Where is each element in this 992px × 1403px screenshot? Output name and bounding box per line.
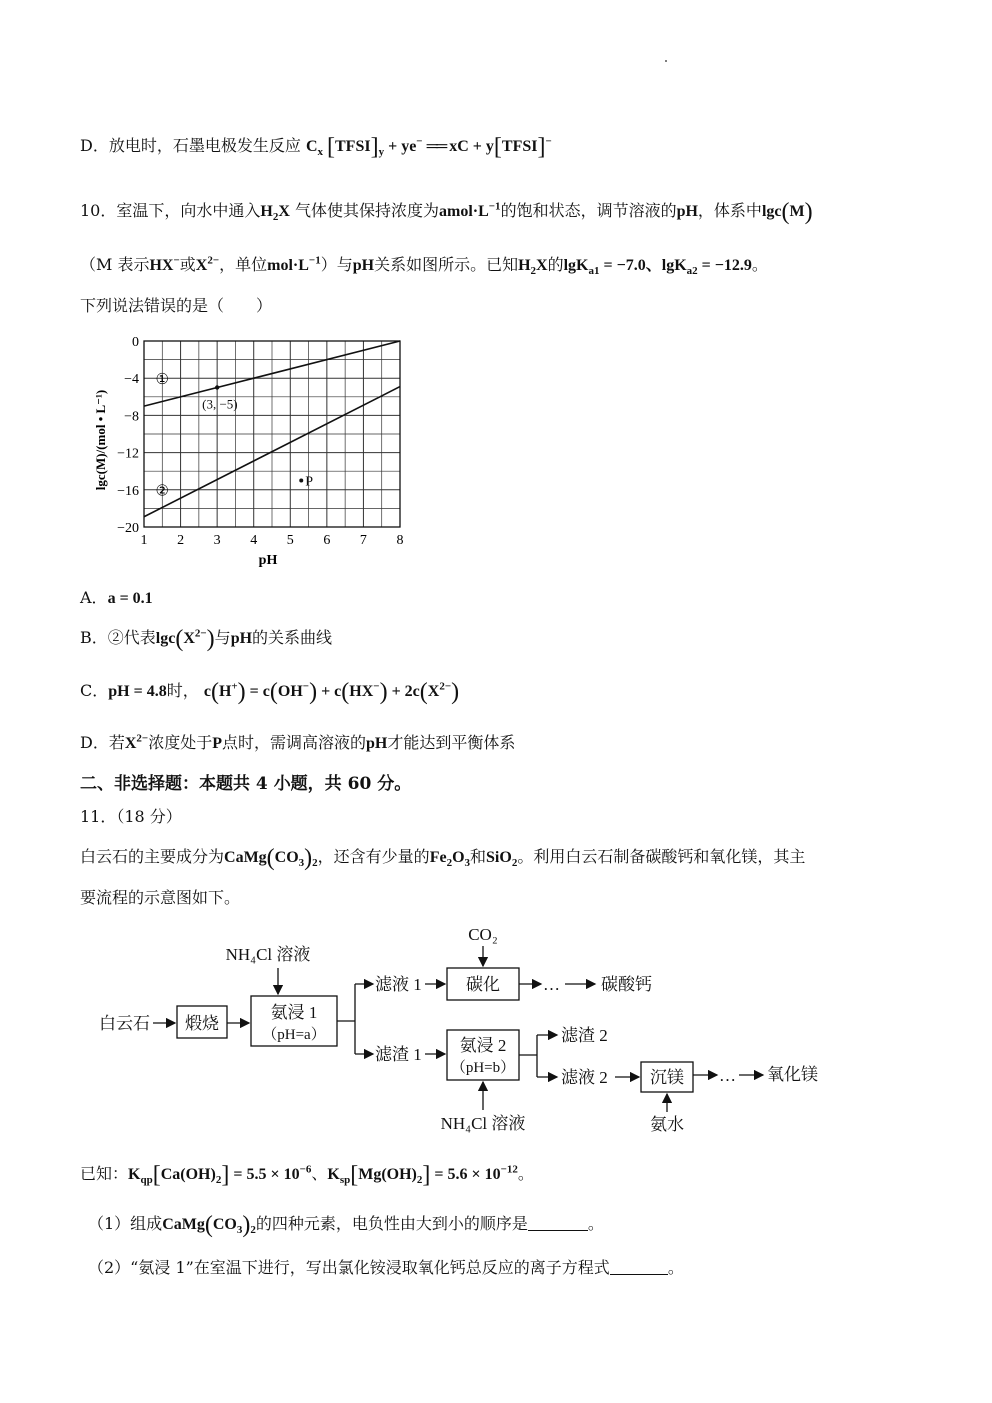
q10-line1: 10．室温下，向水中通入$H_2X$ 气体使其保持浓度为$amol\cdot L^{-1}$的饱和状态，调节溶液的pH，体系中lgc(M) [80, 199, 813, 225]
filtrate1-label: 滤液 1 [375, 975, 422, 994]
x-tick-label: 1 [140, 533, 148, 548]
precip-mg-label: 沉镁 [650, 1068, 684, 1087]
dolomite-label: 白云石 [99, 1014, 150, 1033]
y-tick-label: −16 [117, 483, 139, 499]
residue2-label: 滤渣 2 [561, 1026, 608, 1045]
point-p-label: P [305, 474, 314, 490]
q11-para2: 要流程的示意图如下。 [80, 888, 241, 907]
x-tick-label: 4 [250, 533, 258, 548]
q11-head: 11．（18 分） [80, 807, 182, 826]
x-tick-label: 2 [177, 533, 185, 548]
filtrate2-label: 滤液 2 [561, 1068, 608, 1087]
page-dot [665, 60, 667, 62]
sub-question-1: （1）组成$CaMg(CO_3)_2$的四种元素，电负性由大到小的顺序是 。 [88, 1212, 604, 1238]
caco3-label: 碳酸钙 [601, 975, 652, 994]
q10-line3: 下列说法错误的是（ ） [80, 296, 273, 315]
calcine-label: 煅烧 [185, 1014, 219, 1033]
ammonia2-label: 氨浸 2 [459, 1036, 507, 1055]
ammonia1-ph: （pH=a） [262, 1027, 326, 1043]
carbonation-label: 碳化 [466, 975, 500, 994]
series-label-1: ① [155, 371, 170, 388]
dots2: … [719, 1066, 736, 1085]
co2-label: CO₂ [468, 925, 498, 944]
x-tick-label: 8 [396, 533, 404, 548]
answer-blank-2[interactable] [610, 1260, 668, 1275]
point-label: (3, −5) [202, 396, 238, 412]
chart-grid [144, 341, 400, 527]
dots1: … [543, 975, 560, 994]
known-ksp: 已知：$K_{qp}[Ca(OH)_2] = 5.5 \times 10^{-6}$、$K_{sp}[Mg(OH)_2] = 5.6 \times 10^{-12}$。 [80, 1162, 534, 1188]
residue1-label: 滤渣 1 [375, 1045, 422, 1064]
ph-lgc-chart [85, 330, 415, 575]
option-d: D．若$X^{2-}$浓度处于P点时，需调高溶液的pH才能达到平衡体系 [80, 732, 516, 752]
process-flowchart [95, 920, 835, 1140]
nh4cl-top-label: NH₄Cl 溶液 [225, 945, 311, 964]
x-tick-label: 6 [323, 533, 331, 548]
q11-para1: 白云石的主要成分为$CaMg(CO_3)_2$，还含有少量的$Fe_2O_3$和SiO$_2$。利用白云石制备碳酸钙和氧化镁，其主 [80, 845, 806, 871]
answer-blank-1[interactable] [528, 1216, 588, 1231]
series-label-2: ② [155, 483, 170, 500]
option-b: B．②代表$\lg c(X^{2-})$与pH的关系曲线 [80, 626, 333, 652]
option-a: A．a = 0.1 [80, 588, 153, 607]
y-tick-label: 0 [132, 335, 139, 350]
ammonia-water-label: 氨水 [650, 1115, 684, 1134]
x-tick-label: 5 [286, 533, 294, 548]
ammonia1-label: 氨浸 1 [270, 1003, 318, 1022]
q10-line2: （M 表示HX−或$X^{2-}$，单位$mol\cdot L^{-1}$）与pH关系如图所示。已知$H_2X$的lgK$_{a1}$ = −7.0、lgK$_{a2}$ = −12.9。 [80, 254, 768, 278]
y-tick-label: −12 [117, 446, 139, 462]
y-tick-label: −20 [117, 521, 139, 536]
equation: $C_x$ $[TFSI]_y + ye^-$ ══ xC + y[TFSI]− [305, 134, 552, 160]
option-c: C．pH = 4.8时， $c(H^+) = c(OH^-) + c(HX^-) + 2c(X^{2-})$ [80, 679, 460, 705]
x-axis-label: pH [258, 553, 278, 568]
y-tick-label: −8 [124, 409, 139, 425]
x-tick-label: 7 [359, 533, 367, 548]
y-tick-label: −4 [124, 372, 139, 388]
x-tick-label: 3 [213, 533, 221, 548]
ammonia2-ph: （pH=b） [450, 1060, 516, 1076]
section-heading: 二、非选择题：本题共 4 小题，共 60 分。 [80, 774, 412, 794]
point-p-marker [299, 479, 303, 483]
mgo-label: 氧化镁 [767, 1065, 818, 1084]
point-marker [215, 385, 219, 389]
option-text: D．放电时，石墨电极发生反应 [80, 136, 301, 155]
option-d-discharge [80, 134, 552, 159]
y-axis-label: lgc(M)/(mol • L⁻¹) [93, 389, 108, 491]
sub-question-2: （2）“氨浸 1”在室温下进行，写出氯化铵浸取氧化钙总反应的离子方程式 。 [88, 1258, 684, 1277]
nh4cl-bottom-label: NH₄Cl 溶液 [440, 1114, 526, 1133]
